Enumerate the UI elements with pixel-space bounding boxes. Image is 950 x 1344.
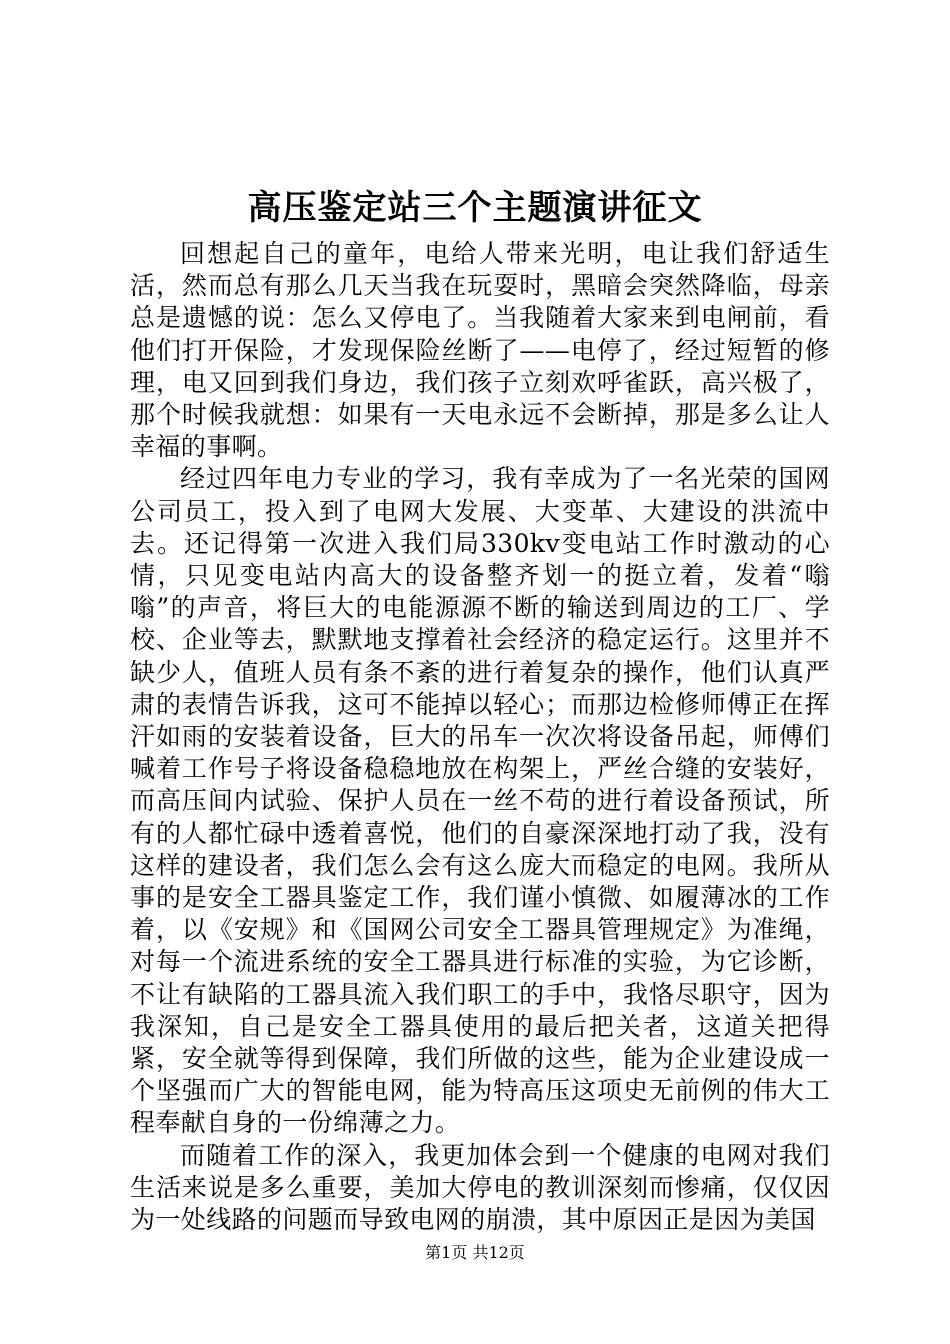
page-number-footer: 第1页 共12页 — [425, 1243, 525, 1262]
document-body — [130, 238, 830, 1236]
paragraph-childhood: 回想起自己的童年，电给人带来光明，电让我们舒适生活，然而总有那么几天当我在玩耍时，黑暗会突然降临，母亲总是遗憾的说：怎么又停电了。当我随着大家来到电闸前，看他们打开保险，才发现保险丝断了——电停了，经过短暂的修理，电又回到我们身边，我们孩子立刻欢呼雀跃，高兴极了，那个时候我就想：如果有一天电永远不会断掉，那是多么让人幸福的事啊。 — [130, 239, 830, 462]
paragraph-career: 经过四年电力专业的学习，我有幸成为了一名光荣的国网公司员工，投入到了电网大发展、大变革、大建设的洪流中去。还记得第一次进入我们局330kv变电站工作时激动的心情，只见变电站内高大的设备整齐划一的挺立着，发着“嗡嗡”的声音，将巨大的电能源源不断的输送到周边的工厂、学校、企业等去，默默地支撑着社会经济的稳定运行。这里并不缺少人，值班人员有条不紊的进行着复杂的操作，他们认真严肃的表情告诉我，这可不能掉以轻心；而那边检修师傅正在挥汗如雨的安装着设备，巨大的吊车一次次将设备吊起，师傅们喊着工作号子将设备稳稳地放在构架上，严丝合缝的安装好，而高压间内试验、保护人员在一丝不苟的进行着设备预试，所有的人都忙碌中透着喜悦，他们的自豪深深地打动了我，没有这样的建设者，我们怎么会有这么庞大而稳定的电网。我所从事的是安全工器具鉴定工作，我们谨小慎微、如履薄冰的工作着，以《安规》和《国网公司安全工器具管理规定》为准绳，对每一个流进系统的安全工器具进行标准的实验，为它诊断，不让有缺陷的工器具流入我们职工的手中，我恪尽职守，因为我深知，自己是安全工器具使用的最后把关者，这道关把得紧，安全就等得到保障，我们所做的这些，能为企业建设成一个坚强而广大的智能电网，能为特高压这项史无前例的伟大工程奉献自身的一份绵薄之力。 — [130, 464, 830, 1138]
document-title: 高压鉴定站三个主题演讲征文 — [247, 188, 703, 228]
paragraph-grid-importance: 而随着工作的深入，我更加体会到一个健康的电网对我们生活来说是多么重要，美加大停电的教训深刻而惨痛，仅仅因为一处线路的问题而导致电网的崩溃，其中原因正是因为美国 — [130, 1140, 830, 1235]
